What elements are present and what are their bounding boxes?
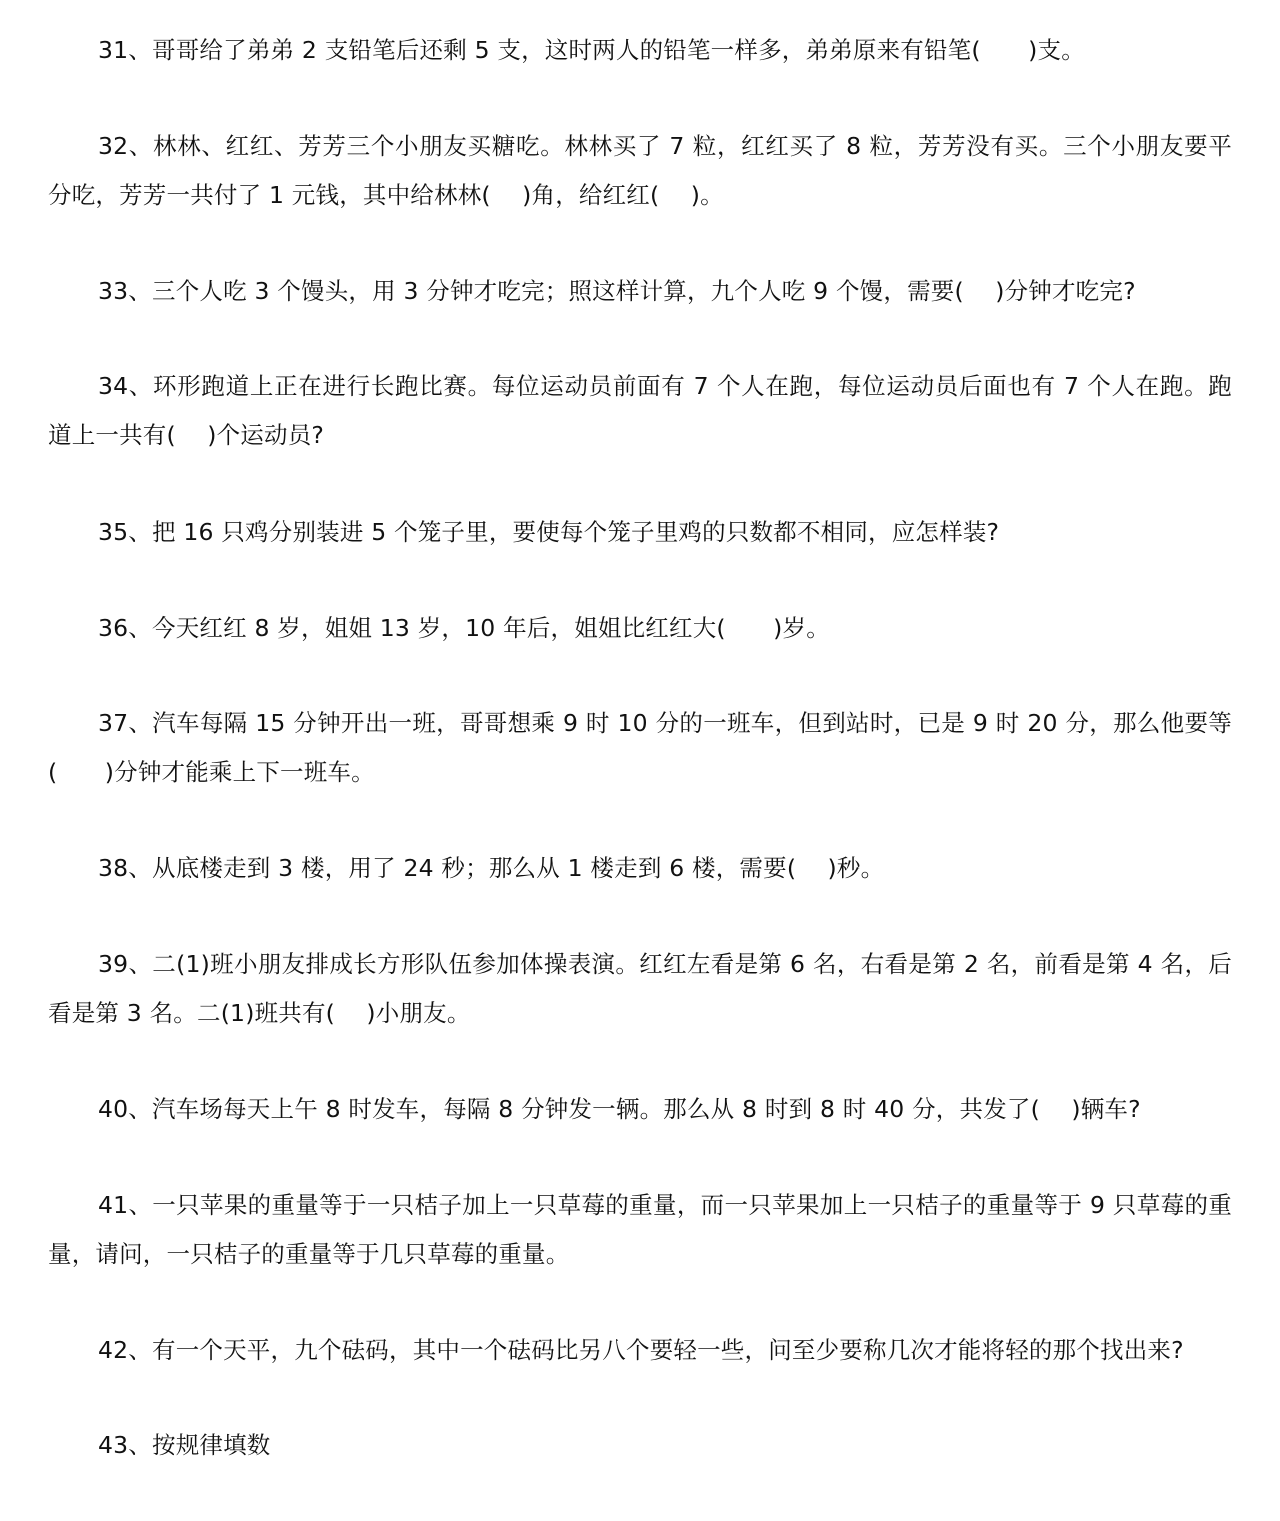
question-31: 31、哥哥给了弟弟 2 支铅笔后还剩 5 支，这时两人的铅笔一样多，弟弟原来有铅笔( )支。 <box>98 36 1085 64</box>
question-35: 35、把 16 只鸡分别装进 5 个笼子里，要使每个笼子里鸡的只数都不相同，应怎样装? <box>98 518 1000 546</box>
question-34: 34、环形跑道上正在进行长跑比赛。每位运动员前面有 7 个人在跑，每位运动员后面也有 7 个人在跑。跑道上一共有( )个运动员? <box>48 372 1232 449</box>
question-42: 42、有一个天平，九个砝码，其中一个砝码比另八个要轻一些，问至少要称几次才能将轻的那个找出来? <box>98 1336 1184 1364</box>
question-39: 39、二(1)班小朋友排成长方形队伍参加体操表演。红红左看是第 6 名，右看是第 2 名，前看是第 4 名，后看是第 3 名。二(1)班共有( )小朋友。 <box>48 950 1232 1027</box>
question-32: 32、林林、红红、芳芳三个小朋友买糖吃。林林买了 7 粒，红红买了 8 粒，芳芳没有买。三个小朋友要平分吃，芳芳一共付了 1 元钱，其中给林林( )角，给红红( )。 <box>48 132 1232 209</box>
question-37: 37、汽车每隔 15 分钟开出一班，哥哥想乘 9 时 10 分的一班车，但到站时，已是 9 时 20 分，那么他要等( )分钟才能乘上下一班车。 <box>48 709 1232 786</box>
question-41: 41、一只苹果的重量等于一只桔子加上一只草莓的重量，而一只苹果加上一只桔子的重量等于 9 只草莓的重量，请问，一只桔子的重量等于几只草莓的重量。 <box>48 1191 1232 1268</box>
question-38: 38、从底楼走到 3 楼，用了 24 秒；那么从 1 楼走到 6 楼，需要( )秒。 <box>98 854 885 882</box>
question-33: 33、三个人吃 3 个馒头，用 3 分钟才吃完；照这样计算，九个人吃 9 个馒，需要( )分钟才吃完? <box>98 277 1136 305</box>
question-36: 36、今天红红 8 岁，姐姐 13 岁，10 年后，姐姐比红红大( )岁。 <box>98 614 830 642</box>
question-40: 40、汽车场每天上午 8 时发车，每隔 8 分钟发一辆。那么从 8 时到 8 时 40 分，共发了( )辆车? <box>98 1095 1141 1123</box>
question-43: 43、按规律填数 <box>98 1431 271 1459</box>
